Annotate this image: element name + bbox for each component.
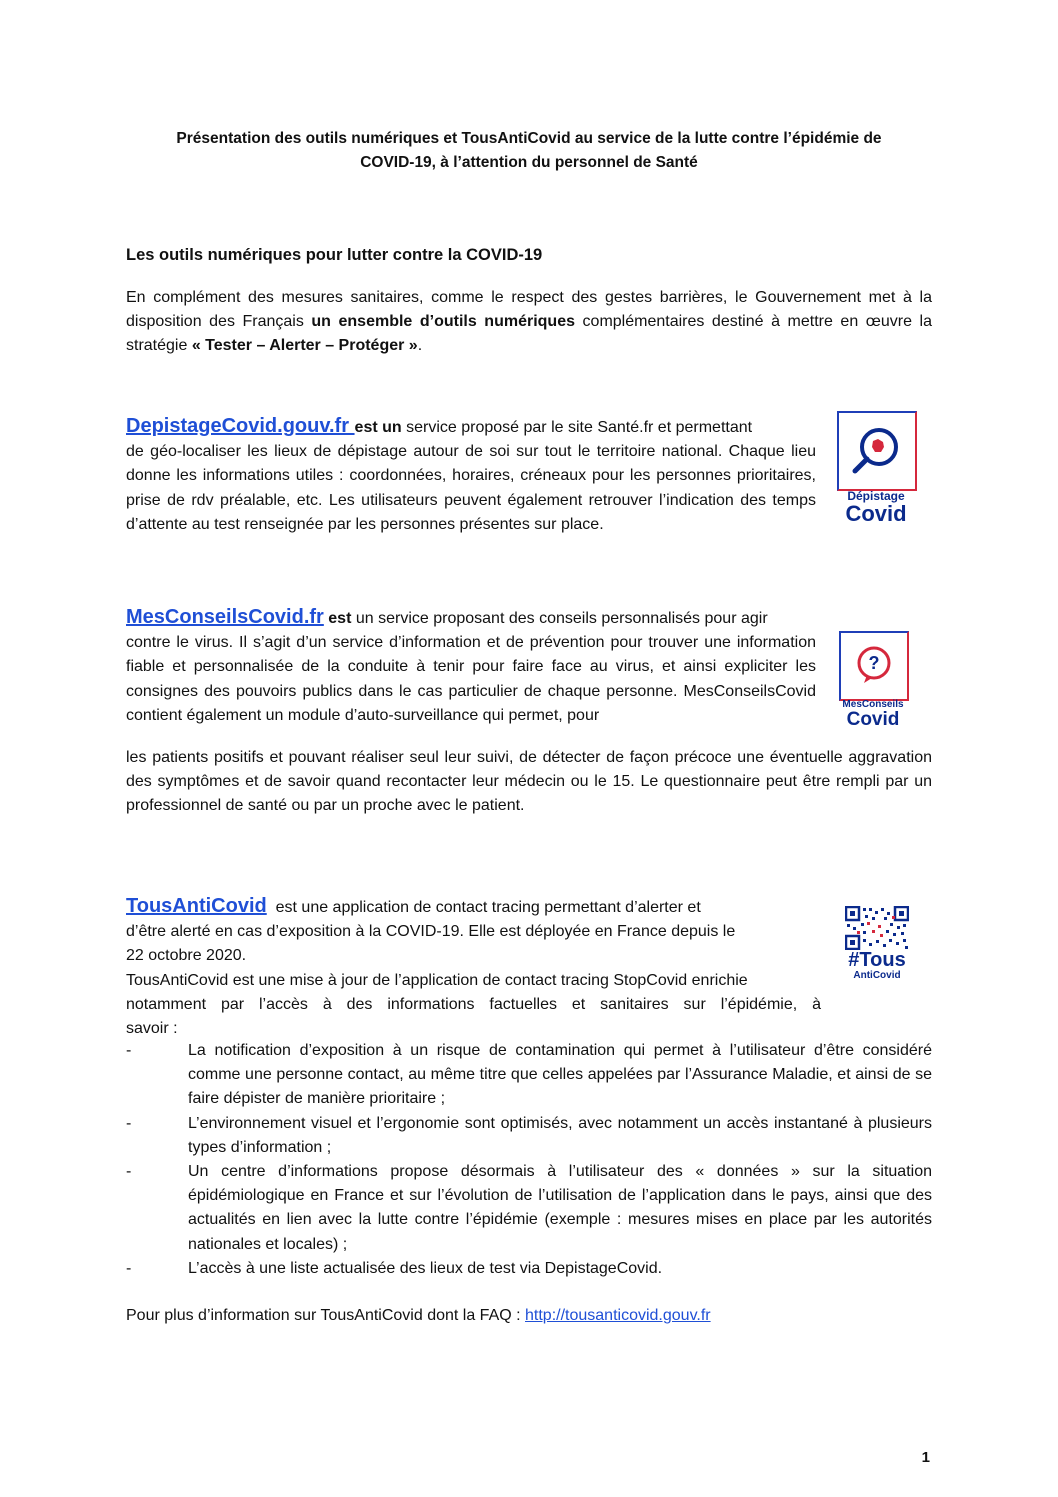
depistage-logo-line-1: Dépistage xyxy=(847,489,905,503)
intro-text-2: complémentaires destiné à mettre en œuvre la stratégie xyxy=(126,313,932,355)
list-item xyxy=(126,1039,932,1112)
intro-text-1: En complément des mesures sanitaires, comme le respect des gestes barrières, le Gouvernement met à la disposition des Français xyxy=(126,289,932,331)
tac-line-5: notamment par l’accès à des informations factuelles et sanitaires sur l’épidémie, à xyxy=(126,995,821,1013)
depistage-section xyxy=(126,414,816,537)
depistage-covid-logo xyxy=(837,411,917,491)
section-heading: Les outils numériques pour lutter contre la COVID-19 xyxy=(126,246,543,264)
bullet-text: Un centre d’informations propose désormais à l’utilisateur des « données » sur la situation épidémiologique en France et sur l’évolution de l’utilisation de l’application dans le pays, ainsi que des actualités en lien avec la lutte contre l’épidémie (exemple : mesures mises en place par les autorités nationales et locales) ; xyxy=(188,1163,932,1253)
mesconseils-logo-label xyxy=(832,699,914,729)
bullet-marker: - xyxy=(126,1163,132,1181)
more-info xyxy=(126,1304,711,1328)
depistage-logo-label xyxy=(830,490,922,525)
list-item xyxy=(126,1160,932,1257)
tac-line-1: est une application de contact tracing permettant d’alerter et xyxy=(275,899,701,916)
depistage-body: de géo-localiser les lieux de dépistage autour de soi sur tout le territoire national. Chaque lieu donne les informations utiles : coordonnées, horaires, créneaux pour les personnes prioritaires, prise de rdv préalable, etc. Les utilisateurs peuvent également retrouver l’indication des temps d’attente au test renseignée par les personnes présentes sur place. xyxy=(126,443,816,533)
title-line-1: Présentation des outils numériques et TousAntiCovid au service de la lutte contre l’épidémie de xyxy=(176,130,882,147)
bullet-marker: - xyxy=(126,1114,132,1132)
mesconseils-body-narrow: contre le virus. Il s’agit d’un service d’information et de prévention pour trouver une information fiable et personnalisée de la conduite à tenir pour faire face au virus, et ainsi expliciter les consignes des pouvoirs publics dans le cas particulier de chaque personne. MesConseilsCovid contient également un module d’auto-surveillance qui permet, pour xyxy=(126,634,816,724)
tousanticovid-link[interactable]: TousAntiCovid xyxy=(126,895,267,917)
tac-logo-line-2: AntiCovid xyxy=(853,970,901,981)
qr-code-icon xyxy=(845,906,909,950)
mesconseils-logo-line-2: Covid xyxy=(846,709,900,730)
tousanticovid-qr-logo xyxy=(845,906,909,950)
more-info-text: Pour plus d’information sur TousAntiCovid dont la FAQ : xyxy=(126,1307,526,1324)
page-number: 1 xyxy=(921,1449,930,1466)
mesconseils-covid-logo xyxy=(839,631,909,701)
bullet-text: La notification d’exposition à un risque de contamination qui permet à l’utilisateur d’être considéré comme une personne contact, au même titre que celles appelées par l’Assurance Maladie, et ainsi de se faire dépister de manière prioritaire ; xyxy=(188,1042,932,1108)
mesconseils-logo-line-1: MesConseils xyxy=(842,699,904,710)
depistage-line-1: service proposé par le site Santé.fr et permettant xyxy=(401,419,753,436)
intro-paragraph xyxy=(126,286,932,359)
svg-text:?: ? xyxy=(868,653,880,673)
document-title xyxy=(110,127,948,175)
mesconseils-body-wide: les patients positifs et pouvant réaliser seul leur suivi, de détecter de façon précoce une éventuelle aggravation des symptômes et de savoir quand recontacter leur médecin ou le 15. Le questionnaire peut être rempli par un professionnel de santé ou par un proche avec le patient. xyxy=(126,749,932,815)
intro-bold-2: « Tester – Alerter – Protéger » xyxy=(191,337,418,355)
magnifier-icon xyxy=(839,413,915,489)
mesconseils-link[interactable]: MesConseilsCovid.fr xyxy=(126,606,324,628)
tousanticovid-section xyxy=(126,894,821,1041)
tac-line-2: d’être alerté en cas d’exposition à la COVID-19. Elle est déployée en France depuis le xyxy=(126,923,736,941)
list-item xyxy=(126,1257,932,1281)
mesconseils-bold: est xyxy=(323,610,352,627)
depistage-logo-line-2: Covid xyxy=(845,501,907,526)
title-line-2: COVID-19, à l’attention du personnel de Santé xyxy=(360,154,698,171)
tac-line-4: TousAntiCovid est une mise à jour de l’application de contact tracing StopCovid enrichie xyxy=(126,971,748,989)
tac-line-3: 22 octobre 2020. xyxy=(126,947,247,965)
intro-text-3: . xyxy=(417,337,423,355)
intro-bold-1: un ensemble d’outils numériques xyxy=(311,313,575,331)
mesconseils-section xyxy=(126,605,816,728)
mesconseils-line-1: un service proposant des conseils personnalisés pour agir xyxy=(351,610,768,627)
tac-logo-line-1: #Tous xyxy=(848,949,906,971)
bullet-text: L’accès à une liste actualisée des lieux de test via DepistageCovid. xyxy=(188,1259,663,1277)
depistage-bold: est un xyxy=(354,419,402,436)
bullet-marker: - xyxy=(126,1259,132,1277)
bullet-marker: - xyxy=(126,1042,132,1059)
depistage-link[interactable]: DepistageCovid.gouv.fr xyxy=(126,415,355,437)
tousanticovid-url-link[interactable]: http://tousanticovid.gouv.fr xyxy=(525,1307,711,1324)
list-item xyxy=(126,1112,932,1160)
bullet-text: L’environnement visuel et l’ergonomie sont optimisés, avec notamment un accès instantané à plusieurs types d’information ; xyxy=(188,1114,932,1156)
tac-bullet-list xyxy=(126,1039,932,1281)
tousanticovid-logo-label xyxy=(838,950,916,981)
question-bubble-icon xyxy=(841,633,907,699)
tac-line-6: savoir : xyxy=(126,1020,178,1038)
